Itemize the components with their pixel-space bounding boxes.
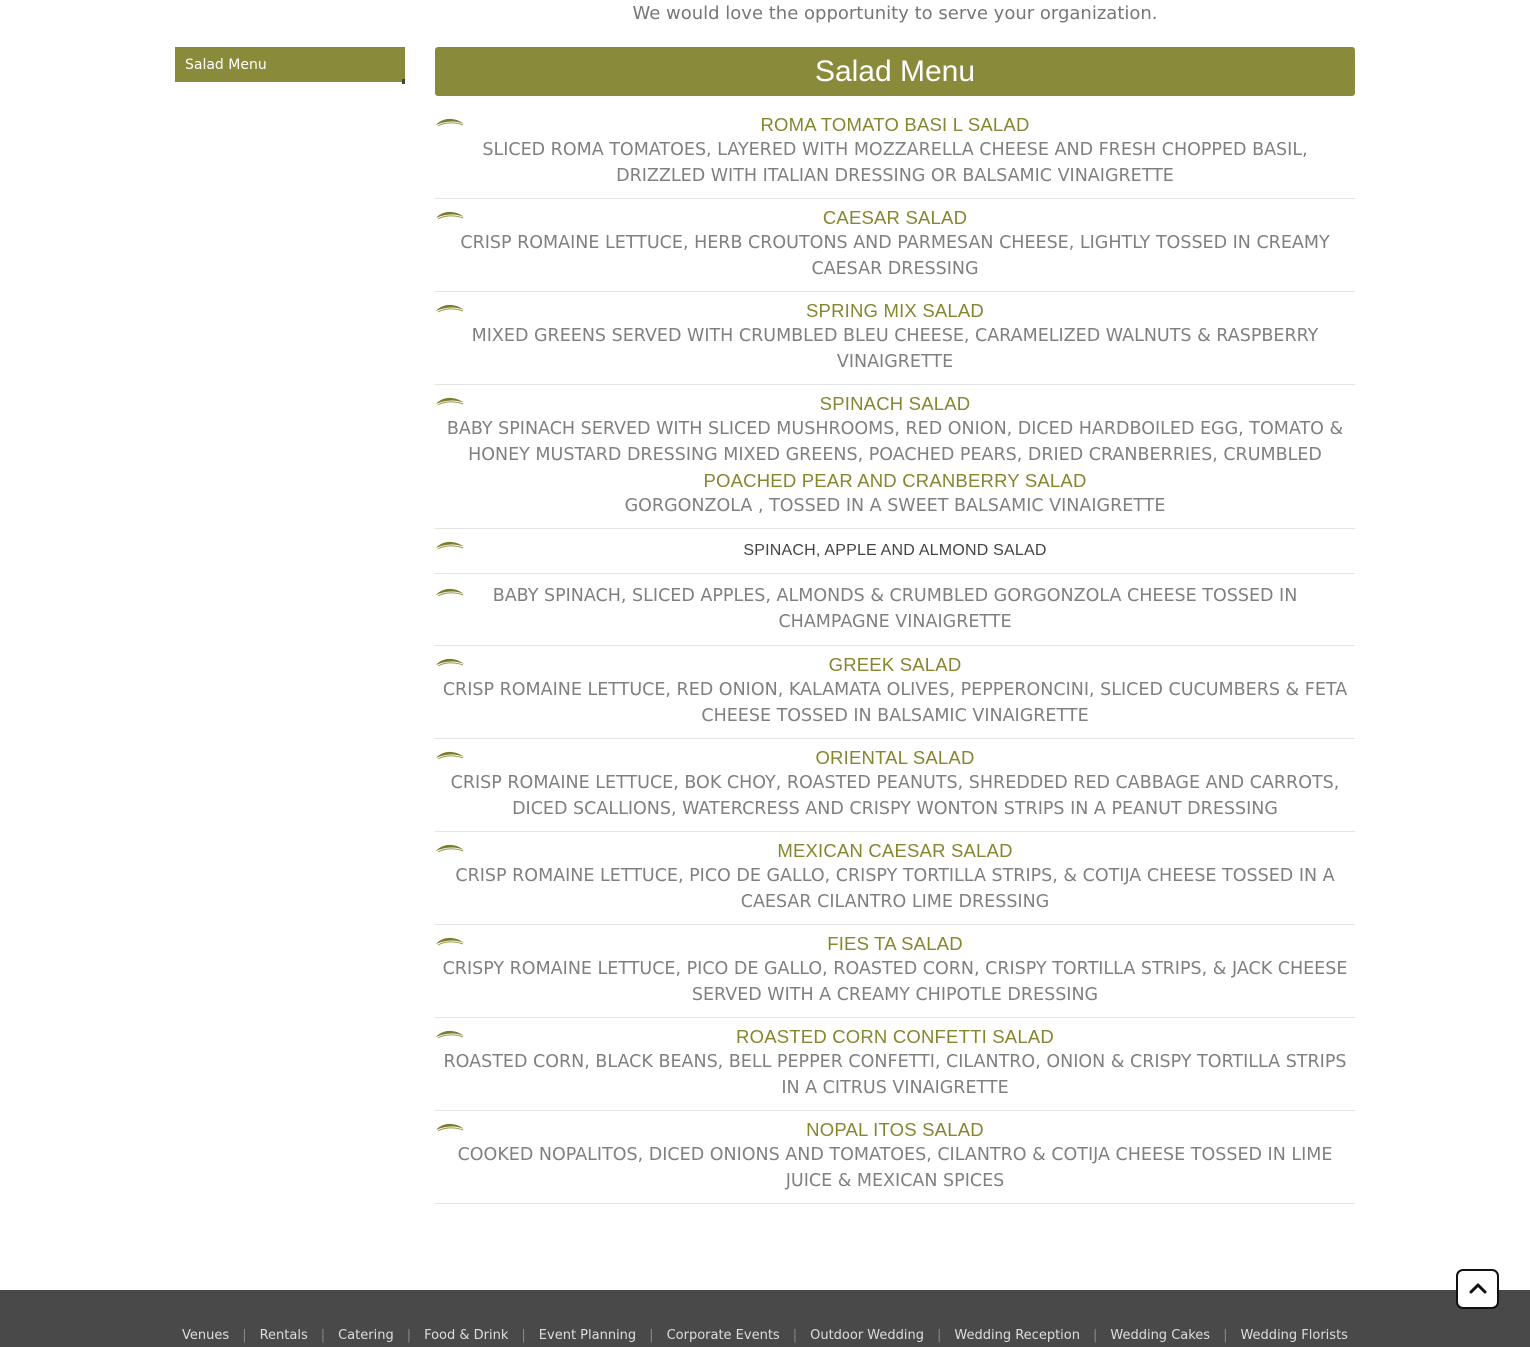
- footer-link-event-planning[interactable]: Event Planning: [538, 1328, 637, 1343]
- item-title: ROMA TOMATO BASI L SALAD: [760, 114, 1030, 135]
- list-item: [435, 1018, 1355, 1111]
- item-description: BABY SPINACH, SLICED APPLES, ALMONDS & CRUMBLED GORGONZOLA CHEESE TOSSED IN CHAMPAGNE VINAIGRETTE: [492, 586, 1298, 632]
- footer-link-catering[interactable]: Catering: [338, 1328, 394, 1343]
- sidebar-item-label: Salad Menu: [185, 57, 267, 73]
- leaf-icon: [435, 1121, 465, 1135]
- page-title: Salad Menu: [435, 47, 1355, 96]
- footer-separator: |: [521, 1328, 526, 1343]
- item-description: CRISP ROMAINE LETTUCE, RED ONION, KALAMATA OLIVES, PEPPERONCINI, SLICED CUCUMBERS & FETA CHEESE TOSSED IN BALSAMIC VINAIGRETTE: [442, 680, 1348, 726]
- footer-separator: |: [1092, 1328, 1098, 1343]
- list-item: [435, 106, 1355, 199]
- item-title: GREEK SALAD: [828, 654, 962, 675]
- footer-link-wedding-florists[interactable]: Wedding Florists: [1240, 1328, 1348, 1343]
- footer-link-venues[interactable]: Venues: [182, 1328, 230, 1343]
- item-description: CRISP ROMAINE LETTUCE, HERB CROUTONS AND PARMESAN CHEESE, LIGHTLY TOSSED IN CREAMY CAESAR DRESSING: [460, 233, 1330, 279]
- footer-link-wedding-cakes[interactable]: Wedding Cakes: [1110, 1328, 1211, 1343]
- list-item: [435, 925, 1355, 1018]
- leaf-icon: [435, 395, 465, 409]
- leaf-icon: [435, 209, 465, 223]
- list-item: [435, 292, 1355, 385]
- item-subtitle: POACHED PEAR AND CRANBERRY SALAD: [703, 470, 1087, 491]
- item-description: COOKED NOPALITOS, DICED ONIONS AND TOMATOES, CILANTRO & COTIJA CHEESE TOSSED IN LIME JUICE & MEXICAN SPICES: [457, 1145, 1333, 1191]
- item-description: BABY SPINACH SERVED WITH SLICED MUSHROOMS, RED ONION, DICED HARDBOILED EGG, TOMATO & HONEY MUSTARD DRESSING MIXED GREENS, POACHED PEARS, DRIED CRANBERRIES, CRUMBLED: [446, 419, 1344, 465]
- leaf-icon: [435, 656, 465, 670]
- intro-text: We would love the opportunity to serve your organization.: [632, 3, 1158, 24]
- item-title: MEXICAN CAESAR SALAD: [777, 840, 1013, 861]
- sidebar-item-marker: [402, 79, 405, 84]
- item-title: SPRING MIX SALAD: [806, 300, 984, 321]
- item-title: ROASTED CORN CONFETTI SALAD: [736, 1026, 1054, 1047]
- list-item: [435, 199, 1355, 292]
- footer-separator: |: [406, 1328, 412, 1343]
- list-item: [435, 385, 1355, 529]
- footer-link-rentals[interactable]: Rentals: [259, 1328, 308, 1343]
- footer-link-outdoor-wedding[interactable]: Outdoor Wedding: [810, 1328, 924, 1343]
- item-description: SLICED ROMA TOMATOES, LAYERED WITH MOZZARELLA CHEESE AND FRESH CHOPPED BASIL, DRIZZLED WITH ITALIAN DRESSING OR BALSAMIC VINAIGRETTE: [482, 140, 1308, 186]
- leaf-icon: [435, 935, 465, 949]
- footer-separator: |: [242, 1328, 247, 1343]
- footer-separator: |: [320, 1328, 326, 1343]
- footer-separator: |: [649, 1328, 654, 1343]
- leaf-icon: [435, 302, 465, 316]
- item-title: SPINACH, APPLE AND ALMOND SALAD: [743, 542, 1047, 559]
- item-description: CRISP ROMAINE LETTUCE, PICO DE GALLO, CRISPY TORTILLA STRIPS, & COTIJA CHEESE TOSSED IN A CAESAR CILANTRO LIME DRESSING: [455, 866, 1335, 912]
- sidebar-item-salad-menu[interactable]: [175, 47, 405, 82]
- list-item: [435, 646, 1355, 739]
- list-item: [435, 529, 1355, 574]
- footer-link-corporate-events[interactable]: Corporate Events: [666, 1328, 780, 1343]
- item-description: CRISPY ROMAINE LETTUCE, PICO DE GALLO, ROASTED CORN, CRISPY TORTILLA STRIPS, & JACK CHEESE SERVED WITH A CREAMY CHIPOTLE DRESSING: [442, 959, 1348, 1005]
- back-to-top-button[interactable]: [1456, 1269, 1499, 1309]
- leaf-icon: [435, 539, 465, 553]
- list-item: [435, 1111, 1355, 1204]
- item-description: CRISP ROMAINE LETTUCE, BOK CHOY, ROASTED PEANUTS, SHREDDED RED CABBAGE AND CARROTS, DICED SCALLIONS, WATERCRESS AND CRISPY WONTON STRIPS IN A PEANUT DRESSING: [450, 773, 1340, 819]
- leaf-icon: [435, 1028, 465, 1042]
- leaf-icon: [435, 116, 465, 130]
- item-title: CAESAR SALAD: [822, 207, 968, 228]
- chevron-up-icon: [1469, 1281, 1487, 1295]
- footer-separator: |: [792, 1328, 798, 1343]
- item-title: SPINACH SALAD: [819, 393, 971, 414]
- item-title: FIES TA SALAD: [827, 933, 963, 954]
- item-title: ORIENTAL SALAD: [815, 747, 975, 768]
- item-description-continued: GORGONZOLA , TOSSED IN A SWEET BALSAMIC VINAIGRETTE: [624, 496, 1166, 516]
- footer-separator: |: [1223, 1328, 1228, 1343]
- footer: [0, 1290, 1530, 1347]
- leaf-icon: [435, 749, 465, 763]
- item-description: ROASTED CORN, BLACK BEANS, BELL PEPPER CONFETTI, CILANTRO, ONION & CRISPY TORTILLA STRIPS IN A CITRUS VINAIGRETTE: [443, 1052, 1347, 1098]
- salad-menu-list: [435, 106, 1355, 1204]
- leaf-icon: [435, 842, 465, 856]
- footer-separator: |: [937, 1328, 942, 1343]
- footer-link-wedding-reception[interactable]: Wedding Reception: [954, 1328, 1080, 1343]
- list-item: [435, 574, 1355, 646]
- list-item: [435, 832, 1355, 925]
- item-description: MIXED GREENS SERVED WITH CRUMBLED BLEU CHEESE, CARAMELIZED WALNUTS & RASPBERRY VINAIGRETTE: [471, 326, 1319, 372]
- footer-nav: [0, 1328, 1530, 1343]
- list-item: [435, 739, 1355, 832]
- item-title: NOPAL ITOS SALAD: [806, 1119, 984, 1140]
- footer-link-food-drink[interactable]: Food & Drink: [424, 1328, 509, 1343]
- leaf-icon: [435, 586, 465, 600]
